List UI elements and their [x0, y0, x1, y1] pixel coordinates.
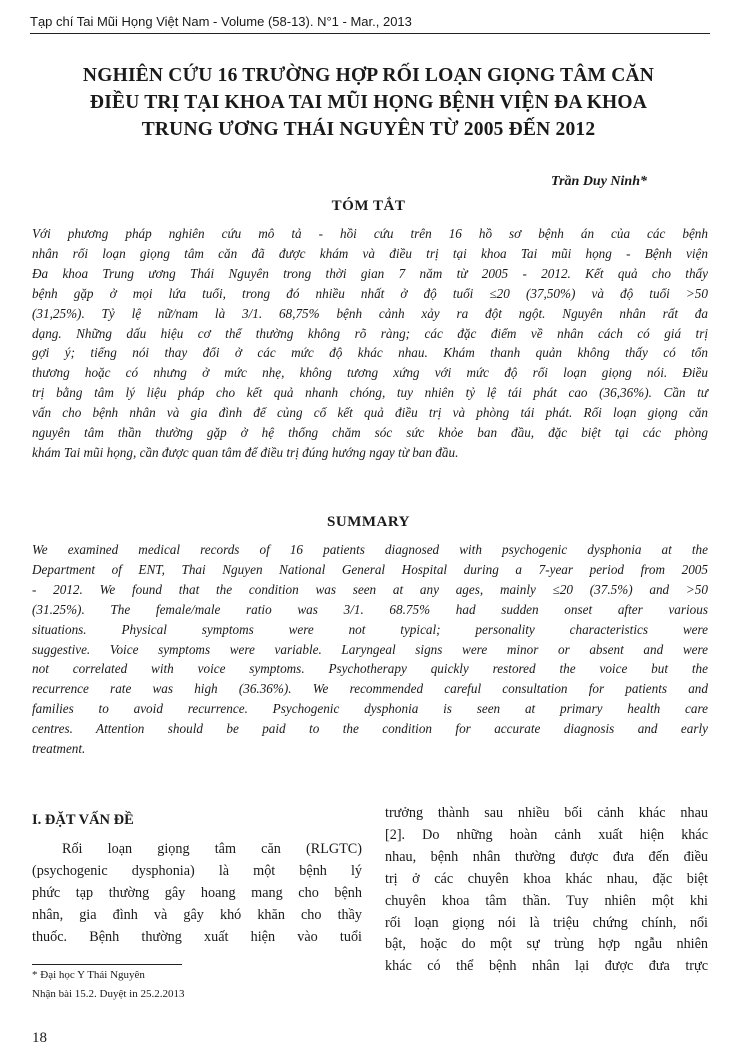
- page-number: 18: [32, 1030, 47, 1046]
- section-heading: I. ĐẶT VẤN ĐỀ: [32, 812, 134, 828]
- abstract-line: recurrence rate was high (36.36%). We recommended careful consultation for patients and: [32, 681, 708, 697]
- body-column-right: [385, 803, 708, 978]
- abstract-line: bệnh gặp ở mọi lứa tuổi, trong đó nhiều nhất ở độ tuổi ≤20 (37,50%) và độ tuổi >50: [32, 285, 708, 301]
- article-title: [20, 62, 717, 143]
- abstract-line: vấn cho bệnh nhân và gia đình để củng cố kết quả điều trị và phòng tái phát. Rối loạn giọng căn: [32, 405, 708, 421]
- abstract-line: gợi ý; tiếng nói thay đổi ở các mức độ khác nhau. Khám thanh quản không thấy có tổn: [32, 345, 708, 361]
- abstract-line: trị bằng tâm lý liệu pháp cho kết quả nhanh chóng, tuy nhiên tỷ lệ tái phát cao (36,36%). Cần tư: [32, 385, 708, 401]
- summary-abstract: [32, 540, 708, 759]
- paragraph-line: nhau, bệnh nhân thường được đưa đến điều: [385, 848, 708, 865]
- abstract-line: families to avoid recurrence. Psychogenic dysphonia is seen at primary health care: [32, 701, 708, 717]
- paragraph-line: Rối loạn giọng tâm căn (RLGTC): [62, 841, 362, 857]
- section-paragraph-continued: [385, 803, 708, 978]
- abstract-line: khám Tai mũi họng, cần được quan tâm để điều trị đúng hướng ngay từ ban đầu.: [32, 444, 459, 460]
- footnote-affiliation: * Đại học Y Thái Nguyên: [32, 969, 145, 981]
- abstract-line: (31.25%). The female/male ratio was 3/1. 68.75% had sudden onset after various: [32, 601, 708, 617]
- tomtat-heading: TÓM TẮT: [331, 198, 406, 214]
- footnote-received: Nhận bài 15.2. Duyệt in 25.2.2013: [32, 988, 185, 1000]
- abstract-line: - 2012. We found that the condition was seen at any ages, mainly ≤20 (37.5%) and >50: [32, 581, 708, 597]
- abstract-line: We examined medical records of 16 patients diagnosed with psychogenic dysphonia at the: [32, 542, 708, 557]
- title-line: ĐIỀU TRỊ TẠI KHOA TAI MŨI HỌNG BỆNH VIỆN ĐA KHOA: [89, 92, 648, 113]
- paragraph-line: trưởng thành sau nhiều bối cảnh khác nhau: [385, 805, 708, 821]
- paragraph-line: [2]. Do những hoàn cảnh xuất hiện khác: [385, 826, 708, 843]
- abstract-line: dạng. Những dấu hiệu cơ thể thường không rõ ràng; các đặc điểm về nhân cách có giá trị: [32, 325, 708, 341]
- paragraph-line: nhân, gia đình và gây khó khăn cho thầy: [32, 906, 362, 923]
- abstract-line: Với phương pháp nghiên cứu mô tả - hồi cứu trên 16 hồ sơ bệnh án của các bệnh: [32, 226, 708, 241]
- title-line: TRUNG ƯƠNG THÁI NGUYÊN TỪ 2005 ĐẾN 2012: [141, 119, 596, 140]
- abstract-line: thương hoặc có nhưng ở mức nhẹ, không tương xứng với mức độ rối loạn giọng nói. Điều: [32, 365, 708, 381]
- paragraph-line: khác có thể bệnh nhân lại được đưa trực: [385, 958, 708, 975]
- abstract-line: nhân rối loạn giọng tâm căn đã được khám và điều trị tại khoa Tai mũi họng - Bệnh viện: [32, 245, 708, 261]
- title-line: NGHIÊN CỨU 16 TRƯỜNG HỢP RỐI LOẠN GIỌNG TÂM CĂN: [82, 65, 655, 86]
- paragraph-line: phức tạp thường gây hoang mang cho bệnh: [32, 884, 362, 901]
- paragraph-line: chuyên khoa tâm thần. Tuy nhiên một khi: [385, 892, 708, 909]
- section-paragraph: [32, 839, 362, 949]
- footnote-divider: [32, 964, 182, 965]
- abstract-line: not correlated with voice symptoms. Psychotherapy quickly restored the voice but the: [32, 661, 708, 677]
- abstract-line: centres. Attention should be paid to the condition for accurate diagnosis and early: [32, 721, 708, 737]
- abstract-line: suggestive. Voice symptoms were variable. Laryngeal signs were minor or absent and were: [32, 641, 708, 657]
- paragraph-line: trị ở các chuyên khoa khác nhau, đặc biệt: [385, 870, 708, 887]
- tomtat-abstract: [32, 224, 708, 463]
- paragraph-line: rối loạn giọng nói là triệu chứng chính, nổi: [385, 914, 708, 931]
- author-name: Trần Duy Ninh*: [551, 174, 647, 189]
- abstract-line: (31,25%). Tỷ lệ nữ/nam là 3/1. 68,75% bệnh cảnh xảy ra đột ngột. Nguyên nhân rất đa: [32, 305, 708, 321]
- journal-header: Tạp chí Tai Mũi Họng Việt Nam - Volume (58-13). N°1 - Mar., 2013: [30, 14, 710, 34]
- paragraph-line: (psychogenic dysphonia) là một bệnh lý: [32, 862, 362, 879]
- abstract-line: Department of ENT, Thai Nguyen National General Hospital during a 7-year period from 2005: [32, 561, 708, 577]
- body-column-left: [32, 812, 362, 949]
- abstract-line: situations. Physical symptoms were not typical; personality characteristics were: [32, 621, 708, 637]
- abstract-line: nguyên tâm thần thường gặp ở hệ thống chăm sóc sức khỏe ban đầu, đặc biệt tại các phòng: [32, 425, 708, 441]
- abstract-line: treatment.: [32, 741, 86, 757]
- summary-heading: SUMMARY: [327, 514, 410, 530]
- paragraph-line: thuốc. Bệnh thường xuất hiện vào tuổi: [32, 928, 362, 945]
- paragraph-line: bật, hoặc do một sự trùng hợp ngẫu nhiên: [385, 936, 708, 953]
- abstract-line: Đa khoa Trung ương Thái Nguyên trong thời gian 7 năm từ 2005 - 2012. Kết quả cho thấy: [32, 265, 708, 281]
